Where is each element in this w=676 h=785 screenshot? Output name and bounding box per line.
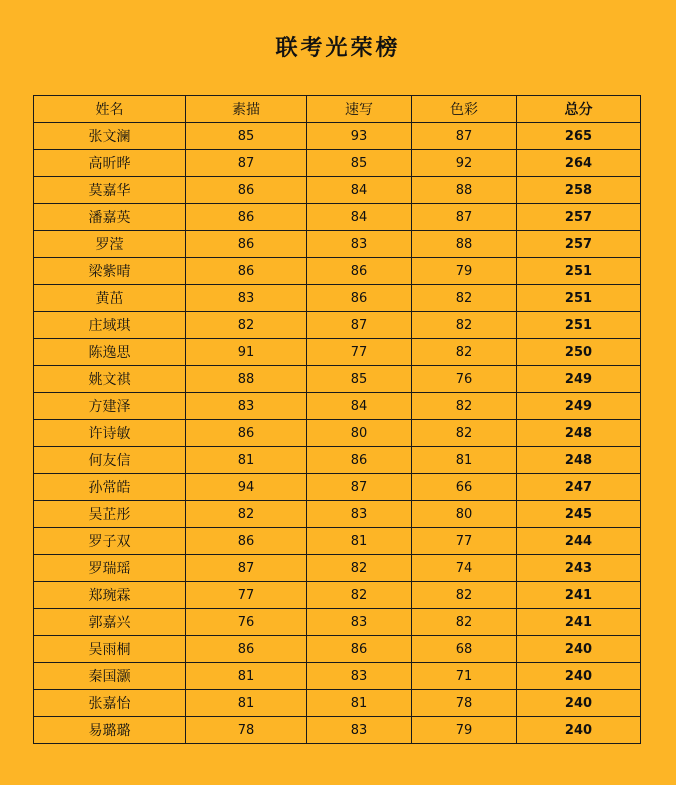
- cell-sketch: 81: [186, 447, 307, 474]
- table-row: [34, 501, 641, 528]
- cell-sketch: 88: [186, 366, 307, 393]
- cell-total: 257: [517, 204, 641, 231]
- cell-name: 潘嘉英: [34, 204, 186, 231]
- cell-color: 88: [412, 177, 517, 204]
- cell-total: 241: [517, 609, 641, 636]
- cell-quick-sketch: 81: [307, 528, 412, 555]
- cell-total: 243: [517, 555, 641, 582]
- table-row: [34, 582, 641, 609]
- cell-total: 257: [517, 231, 641, 258]
- cell-color: 82: [412, 582, 517, 609]
- table-row: [34, 609, 641, 636]
- cell-sketch: 82: [186, 312, 307, 339]
- cell-total: 241: [517, 582, 641, 609]
- cell-total: 264: [517, 150, 641, 177]
- table-row: [34, 447, 641, 474]
- cell-sketch: 87: [186, 555, 307, 582]
- cell-sketch: 77: [186, 582, 307, 609]
- cell-name: 吴芷彤: [34, 501, 186, 528]
- table-row: [34, 204, 641, 231]
- table-row: [34, 123, 641, 150]
- cell-name: 何友信: [34, 447, 186, 474]
- cell-color: 88: [412, 231, 517, 258]
- cell-total: 265: [517, 123, 641, 150]
- table-row: [34, 663, 641, 690]
- cell-total: 248: [517, 420, 641, 447]
- cell-name: 莫嘉华: [34, 177, 186, 204]
- cell-name: 罗瑞瑶: [34, 555, 186, 582]
- table-row: [34, 717, 641, 744]
- cell-color: 82: [412, 339, 517, 366]
- cell-quick-sketch: 84: [307, 177, 412, 204]
- cell-sketch: 82: [186, 501, 307, 528]
- cell-sketch: 85: [186, 123, 307, 150]
- cell-color: 82: [412, 609, 517, 636]
- cell-name: 郑琬霖: [34, 582, 186, 609]
- cell-color: 92: [412, 150, 517, 177]
- cell-total: 251: [517, 285, 641, 312]
- cell-quick-sketch: 83: [307, 663, 412, 690]
- cell-name: 郭嘉兴: [34, 609, 186, 636]
- cell-name: 陈逸思: [34, 339, 186, 366]
- cell-total: 240: [517, 717, 641, 744]
- table-header-row: [34, 96, 641, 123]
- cell-color: 87: [412, 123, 517, 150]
- cell-color: 82: [412, 312, 517, 339]
- column-header-color: 色彩: [412, 96, 517, 123]
- cell-sketch: 83: [186, 285, 307, 312]
- cell-name: 罗滢: [34, 231, 186, 258]
- cell-quick-sketch: 86: [307, 258, 412, 285]
- cell-quick-sketch: 81: [307, 690, 412, 717]
- column-header-quick-sketch: 速写: [307, 96, 412, 123]
- table-row: [34, 366, 641, 393]
- cell-name: 黄茁: [34, 285, 186, 312]
- cell-color: 82: [412, 393, 517, 420]
- cell-color: 77: [412, 528, 517, 555]
- cell-name: 方建泽: [34, 393, 186, 420]
- cell-color: 71: [412, 663, 517, 690]
- cell-total: 251: [517, 312, 641, 339]
- table-row: [34, 420, 641, 447]
- cell-name: 罗子双: [34, 528, 186, 555]
- cell-sketch: 86: [186, 636, 307, 663]
- cell-total: 245: [517, 501, 641, 528]
- cell-color: 68: [412, 636, 517, 663]
- cell-total: 247: [517, 474, 641, 501]
- cell-sketch: 91: [186, 339, 307, 366]
- table-row: [34, 231, 641, 258]
- table-row: [34, 258, 641, 285]
- cell-sketch: 83: [186, 393, 307, 420]
- cell-name: 孙常皓: [34, 474, 186, 501]
- cell-name: 高昕晔: [34, 150, 186, 177]
- cell-quick-sketch: 85: [307, 366, 412, 393]
- cell-color: 80: [412, 501, 517, 528]
- cell-name: 吴雨桐: [34, 636, 186, 663]
- column-header-total: 总分: [517, 96, 641, 123]
- cell-total: 249: [517, 393, 641, 420]
- cell-name: 庄域琪: [34, 312, 186, 339]
- cell-quick-sketch: 83: [307, 609, 412, 636]
- cell-quick-sketch: 85: [307, 150, 412, 177]
- cell-quick-sketch: 84: [307, 204, 412, 231]
- honor-roll-table: [33, 95, 641, 744]
- cell-total: 250: [517, 339, 641, 366]
- cell-sketch: 81: [186, 663, 307, 690]
- cell-quick-sketch: 86: [307, 285, 412, 312]
- cell-quick-sketch: 87: [307, 312, 412, 339]
- cell-quick-sketch: 93: [307, 123, 412, 150]
- table-row: [34, 528, 641, 555]
- cell-sketch: 76: [186, 609, 307, 636]
- cell-quick-sketch: 82: [307, 555, 412, 582]
- cell-total: 249: [517, 366, 641, 393]
- cell-quick-sketch: 83: [307, 501, 412, 528]
- cell-quick-sketch: 77: [307, 339, 412, 366]
- cell-sketch: 86: [186, 204, 307, 231]
- table-row: [34, 312, 641, 339]
- cell-sketch: 86: [186, 177, 307, 204]
- cell-quick-sketch: 87: [307, 474, 412, 501]
- cell-sketch: 94: [186, 474, 307, 501]
- cell-name: 张文澜: [34, 123, 186, 150]
- cell-color: 79: [412, 258, 517, 285]
- cell-total: 258: [517, 177, 641, 204]
- cell-total: 240: [517, 636, 641, 663]
- cell-name: 许诗敏: [34, 420, 186, 447]
- cell-sketch: 87: [186, 150, 307, 177]
- cell-color: 66: [412, 474, 517, 501]
- cell-color: 79: [412, 717, 517, 744]
- cell-color: 82: [412, 285, 517, 312]
- cell-color: 87: [412, 204, 517, 231]
- cell-sketch: 86: [186, 231, 307, 258]
- cell-name: 梁紫晴: [34, 258, 186, 285]
- cell-total: 248: [517, 447, 641, 474]
- table-row: [34, 150, 641, 177]
- column-header-sketch: 素描: [186, 96, 307, 123]
- cell-total: 251: [517, 258, 641, 285]
- table-row: [34, 555, 641, 582]
- cell-sketch: 81: [186, 690, 307, 717]
- cell-sketch: 86: [186, 528, 307, 555]
- table-row: [34, 177, 641, 204]
- table-body: [34, 123, 641, 744]
- cell-color: 82: [412, 420, 517, 447]
- table-row: [34, 339, 641, 366]
- cell-quick-sketch: 84: [307, 393, 412, 420]
- table-row: [34, 393, 641, 420]
- cell-sketch: 86: [186, 420, 307, 447]
- cell-color: 81: [412, 447, 517, 474]
- cell-quick-sketch: 86: [307, 447, 412, 474]
- cell-color: 74: [412, 555, 517, 582]
- cell-quick-sketch: 82: [307, 582, 412, 609]
- cell-quick-sketch: 80: [307, 420, 412, 447]
- cell-quick-sketch: 83: [307, 717, 412, 744]
- cell-quick-sketch: 86: [307, 636, 412, 663]
- table-row: [34, 636, 641, 663]
- table-row: [34, 285, 641, 312]
- table-row: [34, 474, 641, 501]
- cell-quick-sketch: 83: [307, 231, 412, 258]
- cell-color: 76: [412, 366, 517, 393]
- cell-total: 244: [517, 528, 641, 555]
- cell-total: 240: [517, 690, 641, 717]
- column-header-name: 姓名: [34, 96, 186, 123]
- cell-name: 易璐璐: [34, 717, 186, 744]
- page-title: 联考光荣榜: [275, 35, 401, 61]
- cell-sketch: 86: [186, 258, 307, 285]
- cell-color: 78: [412, 690, 517, 717]
- cell-name: 张嘉怡: [34, 690, 186, 717]
- cell-name: 姚文祺: [34, 366, 186, 393]
- table-row: [34, 690, 641, 717]
- cell-total: 240: [517, 663, 641, 690]
- cell-sketch: 78: [186, 717, 307, 744]
- cell-name: 秦国灏: [34, 663, 186, 690]
